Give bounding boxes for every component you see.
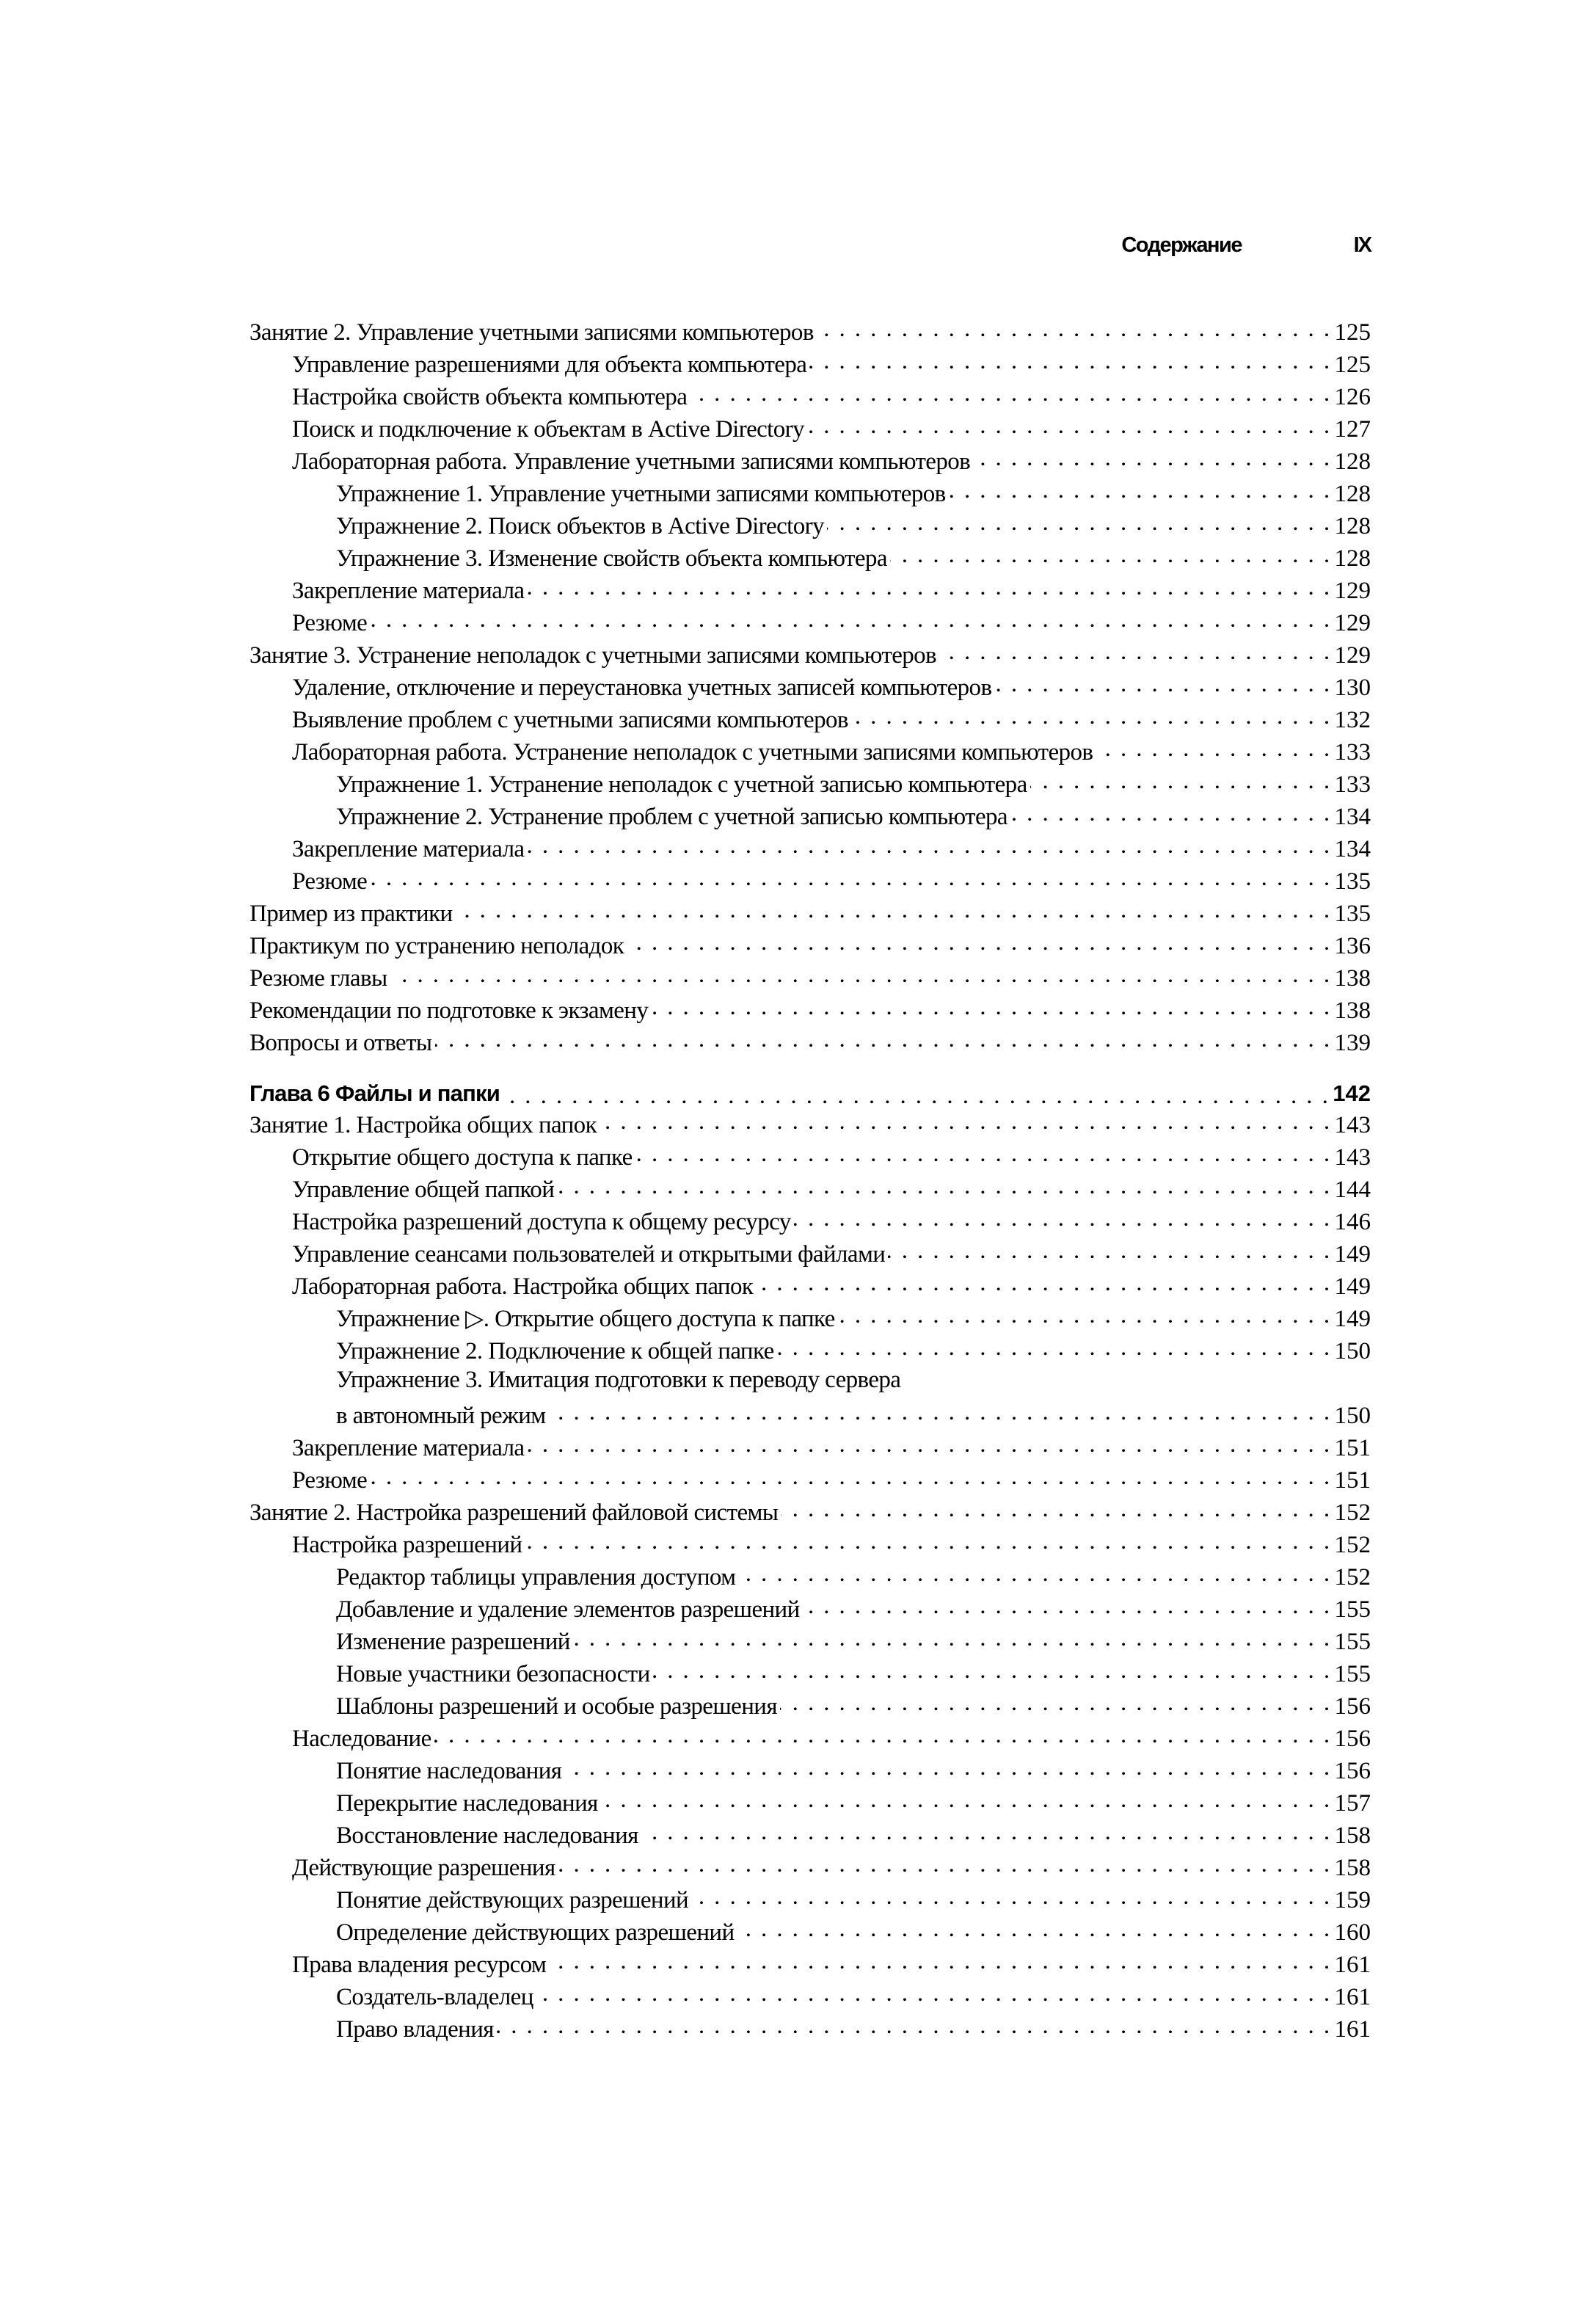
toc-entry-title: Настройка свойств объекта компьютера: [292, 384, 688, 410]
toc-entry-title: Управление разрешениями для объекта компьютера: [292, 352, 807, 378]
toc-entry-title: Создатель-владелец: [336, 1984, 533, 2010]
toc-entry-page: 130: [1334, 675, 1371, 701]
toc-entry[interactable]: [249, 1334, 1371, 1367]
dot-leader: [527, 1431, 1331, 1455]
toc-entry[interactable]: [249, 542, 1371, 574]
toc-entry[interactable]: [249, 1948, 1371, 1980]
toc-entry[interactable]: [249, 929, 1371, 961]
dot-leader: [527, 574, 1331, 598]
toc-entry[interactable]: [249, 1754, 1371, 1786]
toc-entry-title: Упражнение 2. Поиск объектов в Active Directory: [336, 513, 824, 539]
toc-entry-page: 134: [1334, 804, 1371, 830]
toc-entry-page: 144: [1334, 1177, 1371, 1203]
toc-entry[interactable]: [249, 1205, 1371, 1237]
toc-entry-page: 158: [1334, 1822, 1371, 1849]
dot-leader: [434, 1722, 1332, 1746]
toc-entry-title: Упражнение 2. Устранение проблем с учетной записью компьютера: [336, 804, 1007, 830]
toc-entry-page: 155: [1334, 1661, 1371, 1687]
toc-entry[interactable]: [249, 1593, 1371, 1625]
dot-leader: [1030, 768, 1332, 792]
toc-entry-title: Глава 6 Файлы и папки: [249, 1080, 500, 1106]
toc-entry[interactable]: [249, 832, 1371, 865]
dot-leader: [738, 1560, 1331, 1585]
toc-entry-page: 134: [1334, 836, 1371, 862]
toc-entry-title: Выявление проблем с учетными записями компьютеров: [292, 707, 848, 733]
toc-entry-title: Занятие 2. Настройка разрешений файловой системы: [249, 1499, 779, 1526]
toc-entry-page: 146: [1334, 1209, 1371, 1235]
dot-leader: [370, 606, 1331, 630]
dot-leader: [600, 1108, 1331, 1133]
toc-entry-page: 128: [1334, 513, 1371, 539]
toc-entry-page: 152: [1334, 1532, 1371, 1558]
toc-entry-page: 125: [1334, 352, 1371, 378]
toc-entry-title: Право владения: [336, 2016, 494, 2043]
toc-entry[interactable]: [249, 1496, 1371, 1528]
toc-entry-title: Восстановление наследования: [336, 1822, 638, 1849]
dot-leader: [557, 1173, 1331, 1197]
toc-entry[interactable]: [249, 865, 1371, 897]
toc-entry-title: Понятие действующих разрешений: [336, 1887, 689, 1913]
toc-entry-page: 128: [1334, 545, 1371, 572]
toc-entry-title: Упражнение 1. Управление учетными записями компьютеров: [336, 481, 946, 507]
toc-entry[interactable]: [249, 1690, 1371, 1722]
toc-entry-page: 127: [1334, 416, 1371, 443]
toc-entry[interactable]: [249, 800, 1371, 832]
toc-entry-title: Права владения ресурсом: [292, 1952, 547, 1978]
toc-entry-page: 149: [1334, 1241, 1371, 1268]
toc-entry[interactable]: [249, 1237, 1371, 1270]
toc-entry-title: Действующие разрешения: [292, 1855, 555, 1881]
toc-entry[interactable]: [249, 1625, 1371, 1657]
toc-entry-title: Настройка разрешений доступа к общему ресурсу: [292, 1209, 791, 1235]
dot-leader: [527, 832, 1331, 857]
toc-entry-title: Управление общей папкой: [292, 1177, 555, 1203]
toc-entry-title: Резюме: [292, 610, 368, 636]
toc-entry[interactable]: [249, 574, 1371, 606]
toc-entry[interactable]: [249, 1528, 1371, 1560]
dot-leader: [817, 316, 1332, 340]
toc-entry-page: 157: [1334, 1790, 1371, 1817]
dot-leader: [994, 671, 1331, 695]
toc-entry-title: Резюме: [292, 868, 368, 895]
toc-entry-page: 161: [1334, 1952, 1371, 1978]
toc-entry[interactable]: [249, 1819, 1371, 1851]
toc-entry-title: Упражнение 2. Подключение к общей папке: [336, 1338, 774, 1364]
toc-entry-title: Закрепление материала: [292, 836, 525, 862]
dot-leader: [973, 445, 1331, 469]
toc-entry-title: Изменение разрешений: [336, 1629, 570, 1655]
toc-entry-title: Резюме главы: [249, 965, 387, 992]
toc-entry[interactable]: [249, 1883, 1371, 1916]
toc-entry[interactable]: [249, 994, 1371, 1026]
dot-leader: [635, 1141, 1332, 1165]
page-number: IX: [1353, 233, 1371, 257]
toc-entry[interactable]: [249, 348, 1371, 380]
toc-entry-title: Настройка разрешений: [292, 1532, 522, 1558]
toc-entry-page: 129: [1334, 610, 1371, 636]
dot-leader: [780, 1690, 1332, 1714]
toc-entry-title: Занятие 2. Управление учетными записями компьютеров: [249, 319, 814, 346]
dot-leader: [503, 1083, 1330, 1107]
toc-entry-page: 149: [1334, 1306, 1371, 1332]
toc-entry-title: Вопросы и ответы: [249, 1030, 432, 1056]
toc-entry[interactable]: [249, 606, 1371, 639]
toc-entry-title: Пример из практики: [249, 901, 453, 927]
toc-entry-title: Шаблоны разрешений и особые разрешения: [336, 1693, 777, 1720]
toc-entry-page: 143: [1334, 1144, 1371, 1171]
toc-entry-title: Определение действующих разрешений: [336, 1919, 735, 1946]
toc-entry[interactable]: [249, 1464, 1371, 1496]
toc-entry-title: Открытие общего доступа к папке: [292, 1144, 633, 1171]
dot-leader: [370, 1464, 1331, 1488]
toc-entry[interactable]: [249, 639, 1371, 671]
toc-entry-page: 125: [1334, 319, 1371, 346]
dot-leader: [435, 1026, 1332, 1050]
toc-entry-page: 151: [1334, 1467, 1371, 1494]
dot-leader: [690, 380, 1331, 404]
toc-entry-page: 150: [1334, 1338, 1371, 1364]
dot-leader: [573, 1625, 1332, 1649]
toc-entry-title: Рекомендации по подготовке к экзамену: [249, 997, 649, 1024]
table-of-contents: [249, 316, 1371, 2045]
toc-entry-title: Закрепление материала: [292, 578, 525, 604]
toc-entry-page: 161: [1334, 1984, 1371, 2010]
toc-entry-title: в автономный режим: [336, 1403, 546, 1429]
dot-leader: [803, 1593, 1332, 1617]
toc-entry[interactable]: [249, 1173, 1371, 1205]
dot-leader: [890, 542, 1332, 566]
toc-entry[interactable]: [249, 445, 1371, 477]
toc-entry[interactable]: [249, 1399, 1371, 1431]
toc-entry-title: Понятие наследования: [336, 1758, 562, 1784]
toc-entry-title: Перекрытие наследования: [336, 1790, 598, 1817]
toc-entry-page: 128: [1334, 481, 1371, 507]
dot-leader: [525, 1528, 1331, 1552]
toc-entry[interactable]: [249, 1431, 1371, 1464]
toc-chapter-entry[interactable]: [249, 1067, 1371, 1108]
toc-entry-page: 156: [1334, 1726, 1371, 1752]
toc-entry[interactable]: [249, 897, 1371, 929]
toc-entry-page: 129: [1334, 642, 1371, 669]
toc-entry-page: 155: [1334, 1629, 1371, 1655]
dot-leader: [549, 1948, 1331, 1972]
toc-entry-title: Добавление и удаление элементов разрешений: [336, 1596, 800, 1623]
dot-leader: [807, 412, 1332, 437]
dot-leader: [737, 1916, 1332, 1940]
dot-leader: [949, 477, 1332, 501]
dot-leader: [838, 1302, 1332, 1326]
toc-entry-page: 150: [1334, 1403, 1371, 1429]
dot-leader: [1096, 735, 1331, 760]
dot-leader: [641, 1819, 1332, 1843]
toc-entry-title: Занятие 1. Настройка общих папок: [249, 1112, 597, 1138]
dot-leader: [777, 1334, 1332, 1359]
dot-leader: [370, 865, 1331, 889]
toc-entry-title: Наследование: [292, 1726, 431, 1752]
dot-leader: [536, 1980, 1332, 2004]
dot-leader: [549, 1399, 1332, 1423]
dot-leader: [456, 897, 1332, 921]
toc-entry-title: Практикум по устранению неполадок: [249, 933, 624, 959]
toc-entry[interactable]: [249, 768, 1371, 800]
toc-entry-page: 126: [1334, 384, 1371, 410]
toc-entry[interactable]: [249, 703, 1371, 735]
toc-entry-page: 133: [1334, 771, 1371, 798]
toc-entry-title: Упражнение 3. Имитация подготовки к переводу сервера: [336, 1367, 901, 1393]
dot-leader: [497, 2013, 1332, 2037]
toc-entry-title: Упражнение 1. Устранение неполадок с учетной записью компьютера: [336, 771, 1027, 798]
toc-entry-title: Лабораторная работа. Устранение неполадок с учетными записями компьютеров: [292, 739, 1093, 766]
dot-leader: [653, 1657, 1332, 1682]
toc-entry[interactable]: [249, 961, 1371, 994]
running-title: Содержание: [1121, 233, 1242, 257]
dot-leader: [651, 994, 1331, 1018]
dot-leader: [794, 1205, 1332, 1229]
dot-leader: [691, 1883, 1331, 1908]
toc-entry[interactable]: [249, 1560, 1371, 1593]
dot-leader: [888, 1237, 1331, 1262]
toc-entry[interactable]: [249, 509, 1371, 542]
toc-entry-page: 128: [1334, 448, 1371, 475]
toc-entry-page: 133: [1334, 739, 1371, 766]
toc-entry-page: 155: [1334, 1596, 1371, 1623]
toc-entry-title: Упражнение 3. Изменение свойств объекта компьютера: [336, 545, 887, 572]
dot-leader: [781, 1496, 1331, 1520]
toc-entry-page: 136: [1334, 933, 1371, 959]
dot-leader: [827, 509, 1332, 534]
toc-entry-title: Новые участники безопасности: [336, 1661, 650, 1687]
toc-entry[interactable]: [249, 316, 1371, 348]
dot-leader: [851, 703, 1332, 727]
toc-entry-page: 158: [1334, 1855, 1371, 1881]
dot-leader: [564, 1754, 1331, 1778]
dot-leader: [627, 929, 1331, 953]
toc-entry[interactable]: [249, 671, 1371, 703]
toc-entry-page: 152: [1334, 1499, 1371, 1526]
toc-entry[interactable]: [249, 2013, 1371, 2045]
toc-entry[interactable]: [249, 1916, 1371, 1948]
toc-entry-title: Лабораторная работа. Настройка общих папок: [292, 1273, 754, 1300]
toc-entry-title: Занятие 3. Устранение неполадок с учетными записями компьютеров: [249, 642, 937, 669]
toc-entry[interactable]: [249, 1141, 1371, 1173]
toc-entry[interactable]: [249, 1108, 1371, 1141]
toc-entry[interactable]: [249, 1980, 1371, 2013]
dot-leader: [390, 961, 1332, 986]
toc-entry-page: 149: [1334, 1273, 1371, 1300]
toc-entry-title: Упражнение ▷. Открытие общего доступа к папке: [336, 1306, 835, 1332]
dot-leader: [1010, 800, 1332, 824]
toc-entry-title: Управление сеансами пользователей и открытыми файлами: [292, 1241, 886, 1268]
toc-entry-page: 161: [1334, 2016, 1371, 2043]
toc-entry-page: 156: [1334, 1758, 1371, 1784]
toc-entry-page: 152: [1334, 1564, 1371, 1591]
toc-entry[interactable]: [249, 1851, 1371, 1883]
toc-entry[interactable]: [249, 380, 1371, 412]
toc-entry[interactable]: [249, 1302, 1371, 1334]
toc-entry[interactable]: [249, 477, 1371, 509]
toc-entry[interactable]: [249, 1270, 1371, 1302]
toc-entry-page: 138: [1334, 965, 1371, 992]
toc-entry-title: Резюме: [292, 1467, 368, 1494]
dot-leader: [809, 348, 1331, 372]
toc-entry-title: Поиск и подключение к объектам в Active Directory: [292, 416, 804, 443]
toc-entry-page: 132: [1334, 707, 1371, 733]
dot-leader: [939, 639, 1331, 663]
toc-entry-page: 139: [1334, 1030, 1371, 1056]
toc-entry-title: Закрепление материала: [292, 1435, 525, 1461]
toc-entry-page: 160: [1334, 1919, 1371, 1946]
toc-entry[interactable]: [249, 735, 1371, 768]
toc-entry-page: 135: [1334, 868, 1371, 895]
toc-entry[interactable]: [249, 1657, 1371, 1690]
toc-entry-page: 159: [1334, 1887, 1371, 1913]
toc-entry-page: 151: [1334, 1435, 1371, 1461]
toc-entry[interactable]: [249, 1722, 1371, 1754]
toc-entry[interactable]: [249, 1367, 1371, 1399]
toc-entry-title: Лабораторная работа. Управление учетными записями компьютеров: [292, 448, 971, 475]
toc-entry[interactable]: [249, 412, 1371, 445]
toc-entry-page: 142: [1333, 1080, 1371, 1106]
toc-entry-title: Редактор таблицы управления доступом: [336, 1564, 736, 1591]
toc-entry-page: 129: [1334, 578, 1371, 604]
toc-entry-page: 138: [1334, 997, 1371, 1024]
dot-leader: [601, 1786, 1332, 1811]
running-header: [249, 233, 1371, 270]
toc-entry-page: 156: [1334, 1693, 1371, 1720]
toc-entry[interactable]: [249, 1786, 1371, 1819]
toc-entry-page: 143: [1334, 1112, 1371, 1138]
dot-leader: [756, 1270, 1331, 1294]
toc-entry-title: Удаление, отключение и переустановка учетных записей компьютеров: [292, 675, 992, 701]
dot-leader: [558, 1851, 1332, 1875]
toc-entry-page: 135: [1334, 901, 1371, 927]
toc-entry[interactable]: [249, 1026, 1371, 1058]
